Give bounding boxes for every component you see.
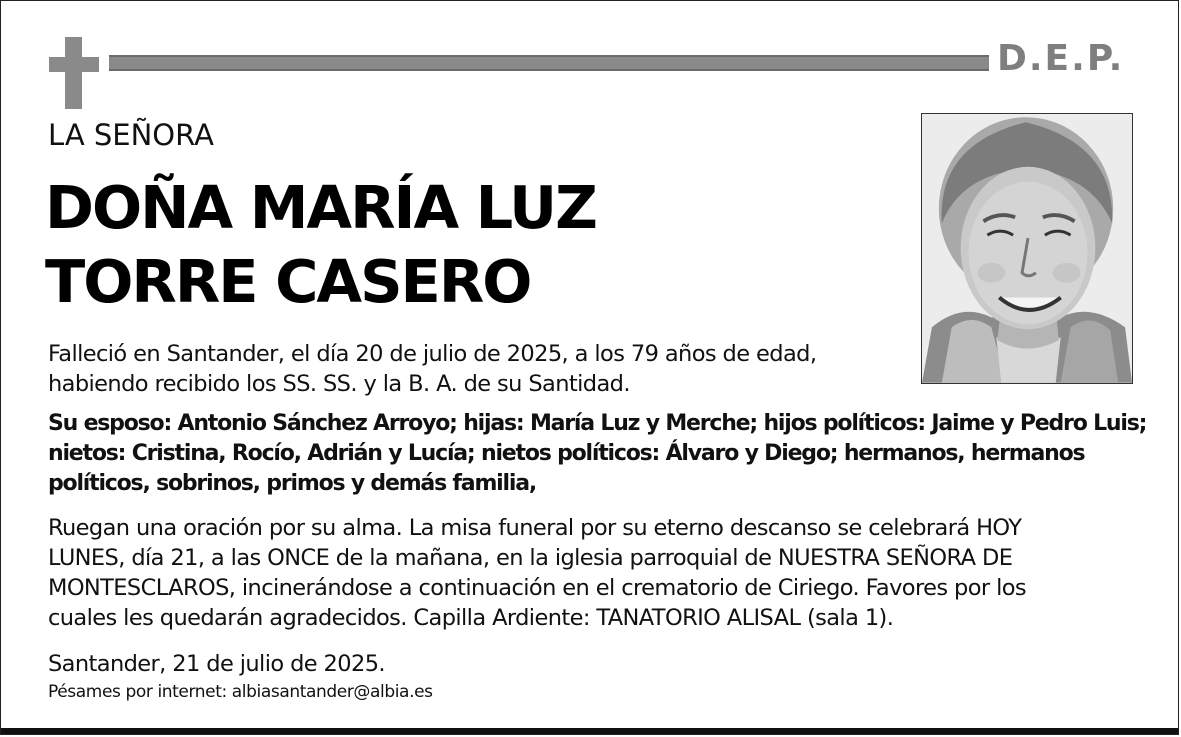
funeral-line-4: cuales les quedarán agradecidos. Capilla Ardiente: TANATORIO ALISAL (sala 1). [48,605,894,631]
family-line-3: políticos, sobrinos, primos y demás familia, [48,471,536,496]
funeral-details [48,513,1026,633]
family-line-2: nietos: Cristina, Rocío, Adrián y Lucía; nietos políticos: Álvaro y Diego; hermanos, hermanos [48,441,1085,466]
funeral-line-2: LUNES, día 21, a las ONCE de la mañana, en la iglesia parroquial de NUESTRA SEÑORA DE [48,545,1013,571]
portrait-photo [921,113,1133,384]
funeral-line-3: MONTESCLAROS, incinerándose a continuación en el crematorio de Ciriego. Favores por los [48,575,1027,601]
name-line-2: TORRE CASERO [45,247,531,316]
bottom-rule [1,728,1178,734]
family-line-1: Su esposo: Antonio Sánchez Arroyo; hijas: María Luz y Merche; hijos políticos: Jaime y Pedro Luis; [48,411,1147,436]
cross-icon [49,37,99,109]
family-list [48,409,1146,499]
place-date: Santander, 21 de julio de 2025. [48,651,385,677]
funeral-line-1: Ruegan una oración por su alma. La misa funeral por su eterno descanso se celebrará HOY [48,515,1022,541]
honorific: LA SEÑORA [48,118,214,152]
death-notice [48,339,816,399]
death-notice-line-2: habiendo recibido los SS. SS. y la B. A. de su Santidad. [48,371,630,397]
name-line-1: DOÑA MARÍA LUZ [45,173,596,242]
header-rule [109,55,989,71]
portrait-image [922,114,1132,383]
condolences-contact: Pésames por internet: albiasantander@albia.es [48,682,433,702]
deceased-name [45,171,596,319]
death-notice-line-1: Falleció en Santander, el día 20 de julio de 2025, a los 79 años de edad, [48,341,817,367]
dep-label: D.E.P. [997,38,1125,79]
